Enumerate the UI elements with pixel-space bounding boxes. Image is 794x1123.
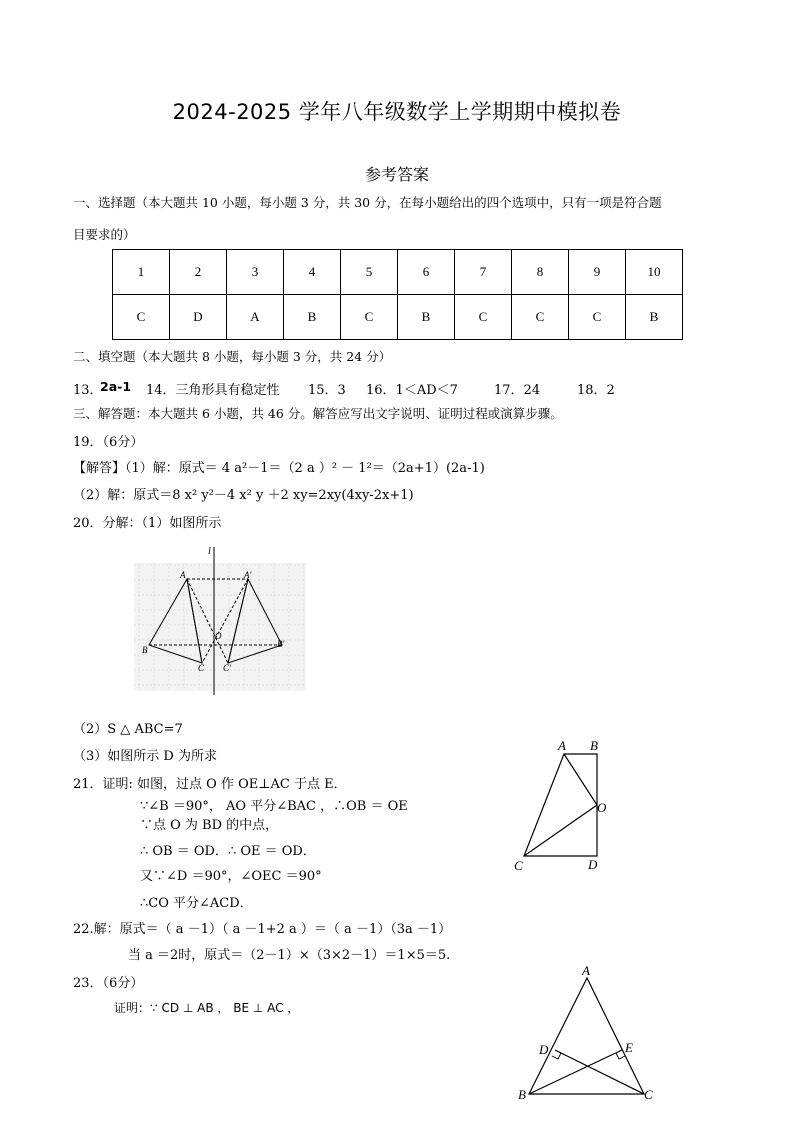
- label-c: C: [198, 663, 205, 673]
- q22-line2: 当 a ＝2时，原式＝（2－1）×（3×2－1）＝1×5＝5.: [128, 948, 451, 963]
- section3-heading: 三、解答题：本大题共 6 小题，共 46 分。解答应写出文字说明、证明过程或演算步骤。: [73, 406, 563, 421]
- q21-figure: [510, 735, 620, 875]
- answer-cell: C: [341, 295, 398, 340]
- section1-heading-line1: 一、选择题（本大题共 10 小题，每小题 3 分，共 30 分，在每小题给出的四个选项中，只有一项是符合题: [73, 195, 662, 210]
- answer-cell: B: [626, 295, 683, 340]
- q19-line1: 【解答】（1）解：原式＝ 4 a²－1＝（2 a ）² － 1²＝（2a+1）(2a-1): [73, 461, 485, 476]
- answer-cell: B: [398, 295, 455, 340]
- page-subtitle: 参考答案: [364, 165, 429, 184]
- label-a-prime: A': [244, 570, 252, 580]
- label-b: B: [518, 1087, 526, 1102]
- label-o: O: [215, 631, 222, 641]
- answer-table: [112, 249, 683, 340]
- segment-co: [524, 805, 597, 856]
- answer-17: 17．24: [494, 383, 541, 398]
- answer-cell: C: [512, 295, 569, 340]
- question-number-cell: 1: [113, 250, 170, 295]
- answer-13-label: 13．: [73, 383, 103, 398]
- label-a: A: [558, 738, 566, 753]
- label-d: D: [588, 857, 598, 872]
- question-number-cell: 2: [170, 250, 227, 295]
- question-number-cell: 4: [284, 250, 341, 295]
- question-number-cell: 9: [569, 250, 626, 295]
- q21-line4: ∴ OB ＝ OD．∴ OE ＝ OD．: [140, 844, 316, 859]
- answer-13: 2a-1: [100, 379, 132, 394]
- q23-label: 23．（6分）: [73, 976, 144, 991]
- answer-14: 14．三角形具有稳定性: [146, 383, 280, 398]
- answer-table-number-row: [113, 250, 683, 295]
- question-number-cell: 6: [398, 250, 455, 295]
- q20-figure: [134, 545, 306, 695]
- answer-15: 15．3: [308, 383, 346, 398]
- right-angle-mark-d: [552, 1053, 561, 1059]
- q23-line1: 证明：∵ CD ⊥ AB ， BE ⊥ AC ，: [114, 1001, 300, 1015]
- question-number-cell: 8: [512, 250, 569, 295]
- label-b-prime: B': [277, 639, 285, 649]
- q21-line3: ∵点 O 为 BD 的中点，: [140, 818, 279, 833]
- question-number-cell: 5: [341, 250, 398, 295]
- q20-line2: （2）S △ ABC=7: [73, 722, 183, 737]
- label-a: A: [582, 963, 590, 978]
- answer-cell: C: [455, 295, 512, 340]
- label-o: O: [597, 800, 607, 815]
- label-b: B: [590, 738, 598, 753]
- q19-label: 19．（6分）: [73, 435, 144, 450]
- q22-line1: 22.解：原式＝（ a －1）（ a －1+2 a ）＝（ a －1）（3a －1）: [73, 922, 452, 937]
- label-d: D: [539, 1042, 549, 1057]
- label-e: E: [625, 1040, 633, 1055]
- segment-ao: [564, 754, 597, 805]
- question-number-cell: 10: [626, 250, 683, 295]
- triangle-abc: [529, 978, 644, 1094]
- q21-line2: ∵∠B ＝90°， AO 平分∠BAC ，∴OB ＝ OE: [140, 799, 408, 814]
- quadrilateral-abdc: [524, 754, 597, 856]
- answer-cell: C: [113, 295, 170, 340]
- label-a: A: [180, 570, 186, 580]
- q21-line5: 又∵∠D ＝90°，∠OEC ＝90°: [140, 869, 322, 884]
- label-c: C: [644, 1087, 653, 1102]
- q20-line1: 20．分解：（1）如图所示: [73, 516, 222, 531]
- answer-cell: A: [227, 295, 284, 340]
- q23-figure: [512, 963, 662, 1108]
- answer-cell: D: [170, 295, 227, 340]
- answer-table-answer-row: [113, 295, 683, 340]
- section1-heading-line2: 目要求的）: [73, 227, 136, 242]
- question-number-cell: 3: [227, 250, 284, 295]
- answer-18: 18．2: [577, 383, 615, 398]
- q19-line2: （2）解：原式＝8 x² y²－4 x² y ＋2 xy=2xy(4xy-2x+1): [73, 488, 414, 503]
- question-number-cell: 7: [455, 250, 512, 295]
- section2-heading: 二、填空题（本大题共 8 小题，每小题 3 分，共 24 分）: [73, 349, 392, 364]
- label-c-prime: C': [223, 663, 231, 673]
- answer-16: 16．1＜AD＜7: [366, 383, 458, 398]
- q20-line3: （3）如图所示 D 为所求: [73, 749, 217, 764]
- answer-cell: B: [284, 295, 341, 340]
- segment-cd: [555, 1050, 644, 1094]
- label-l: l: [208, 546, 211, 557]
- label-c: C: [514, 858, 523, 873]
- q21-line1: 21．证明: 如图，过点 O 作 OE⊥AC 于点 E．: [73, 777, 347, 792]
- q21-line6: ∴CO 平分∠ACD．: [140, 896, 253, 911]
- page-title: 2024-2025 学年八年级数学上学期期中模拟卷: [172, 100, 622, 124]
- label-b: B: [142, 645, 148, 655]
- answer-cell: C: [569, 295, 626, 340]
